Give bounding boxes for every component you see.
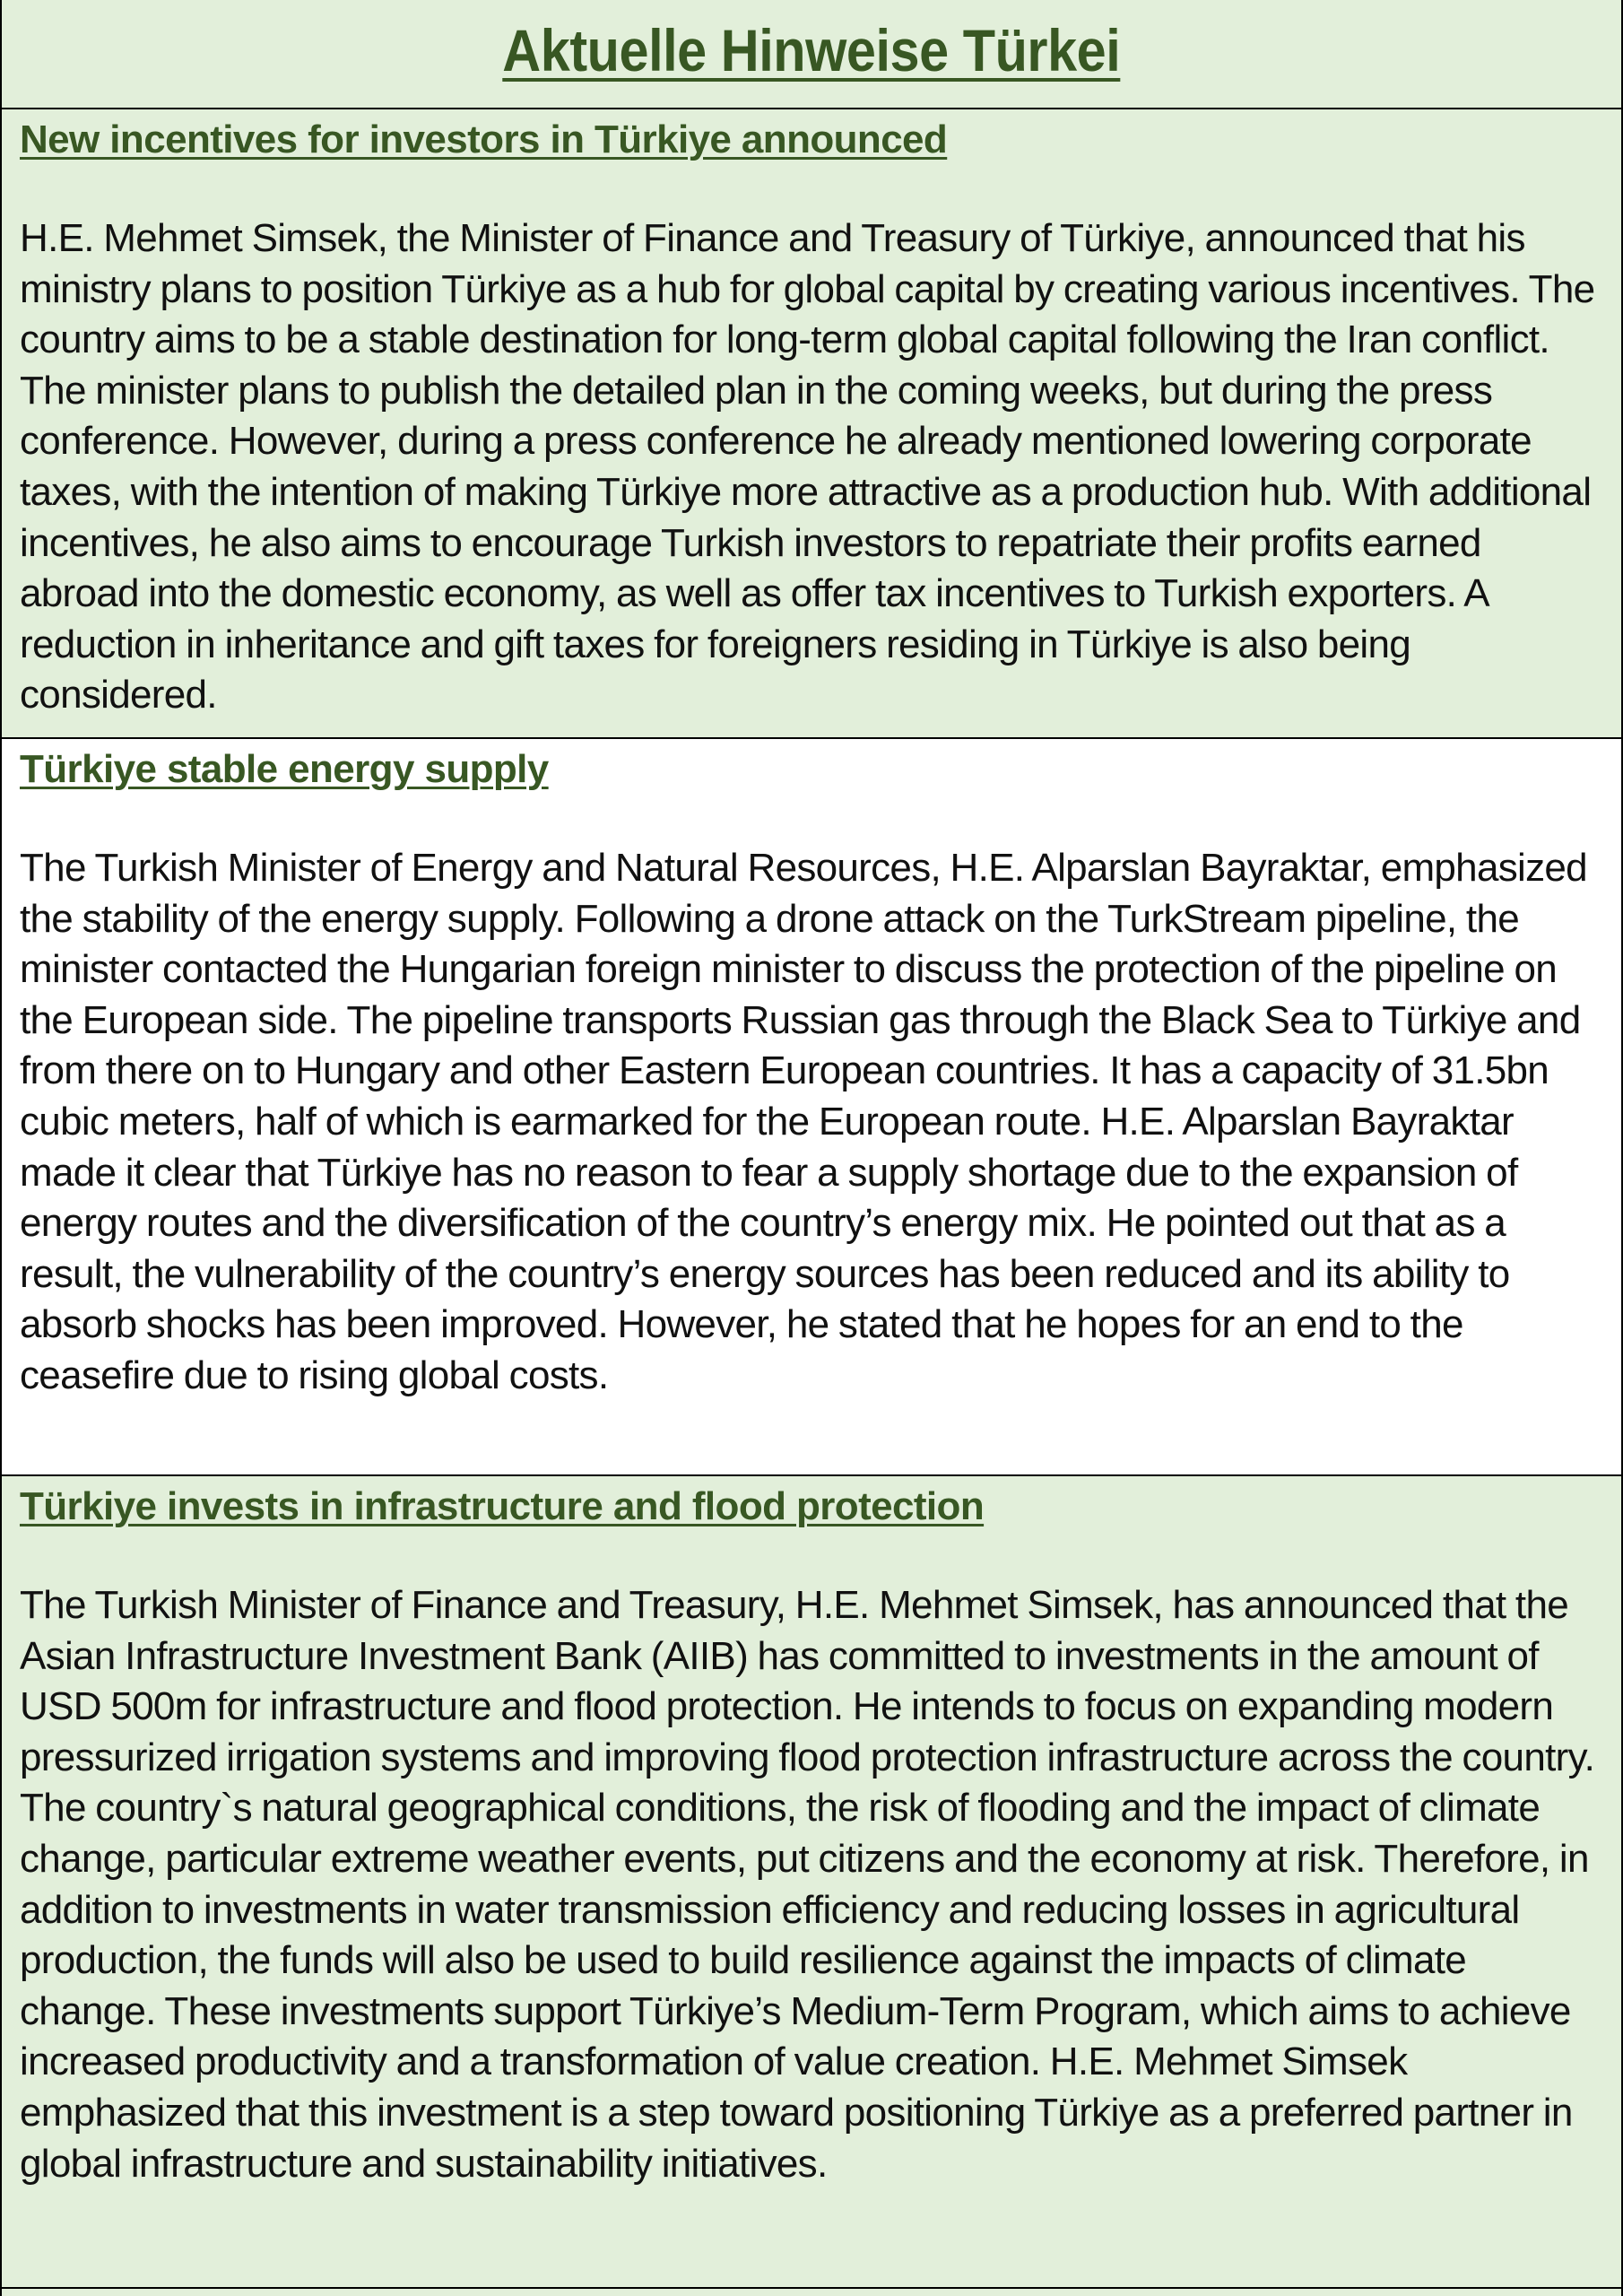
news-section-energy — [2, 739, 1621, 1476]
section-heading: Türkiye invests in infrastructure and flood protection — [20, 1484, 985, 1528]
section-body: The Turkish Minister of Energy and Natural Resources, H.E. Alparslan Bayraktar, emphasized the stability of the energy supply. Following a drone attack on the TurkStream pipeline, the minister contacted the Hungarian foreign minister to discuss the protection of the pipeline on the European side. The pipeline transports Russian gas through the Black Sea to Türkiye and from there on to Hungary and other Eastern European countries. It has a capacity of 31.5bn cubic meters, half of which is earmarked for the European route. H.E. Alparslan Bayraktar made it clear that Türkiye has no reason to fear a supply shortage due to the expansion of energy routes and the diversification of the country’s energy mix. He pointed out that as a result, the vulnerability of the country’s energy sources has been reduced and its ability to absorb shocks has been improved. However, he stated that he hopes for an end to the ceasefire due to rising global costs. — [20, 846, 1587, 1397]
section-body: The Turkish Minister of Finance and Treasury, H.E. Mehmet Simsek, has announced that the Asian Infrastructure Investment Bank (AIIB) has committed to investments in the amount of USD 500m for infrastructure and flood protection. He intends to focus on expanding modern pressurized irrigation systems and improving flood protection infrastructure across the country. The country`s natural geographical conditions, the risk of flooding and the impact of climate change, particular extreme weather events, put citizens and the economy at risk. Therefore, in addition to investments in water transmission efficiency and reducing losses in agricultural production, the funds will also be used to build resilience against the impacts of climate change. These investments support Türkiye’s Medium-Term Program, which aims to achieve increased productivity and a transformation of value creation. H.E. Mehmet Simsek emphasized that this investment is a step toward positioning Türkiye as a preferred partner in global infrastructure and sustainability initiatives. — [20, 1583, 1595, 2186]
news-section-infrastructure — [2, 1476, 1621, 2289]
page-title: Aktuelle Hinweise Türkei — [502, 17, 1121, 83]
section-body: H.E. Mehmet Simsek, the Minister of Finance and Treasury of Türkiye, announced that his ministry plans to position Türkiye as a hub for global capital by creating various incentives. The country aims to be a stable destination for long-term global capital following the Iran conflict. The minister plans to publish the detailed plan in the coming weeks, but during the press conference. However, during a press conference he already mentioned lowering corporate taxes, with the intention of making Türkiye more attractive as a production hub. With additional incentives, he also aims to encourage Turkish investors to repatriate their profits earned abroad into the domestic economy, as well as offer tax incentives to Turkish exporters. A reduction in inheritance and gift taxes for foreigners residing in Türkiye is also being considered. — [20, 216, 1595, 718]
section-heading: New incentives for investors in Türkiye announced — [20, 117, 948, 161]
section-heading: Türkiye stable energy supply — [20, 747, 549, 791]
title-row — [2, 0, 1621, 109]
news-section-investors — [2, 109, 1621, 739]
